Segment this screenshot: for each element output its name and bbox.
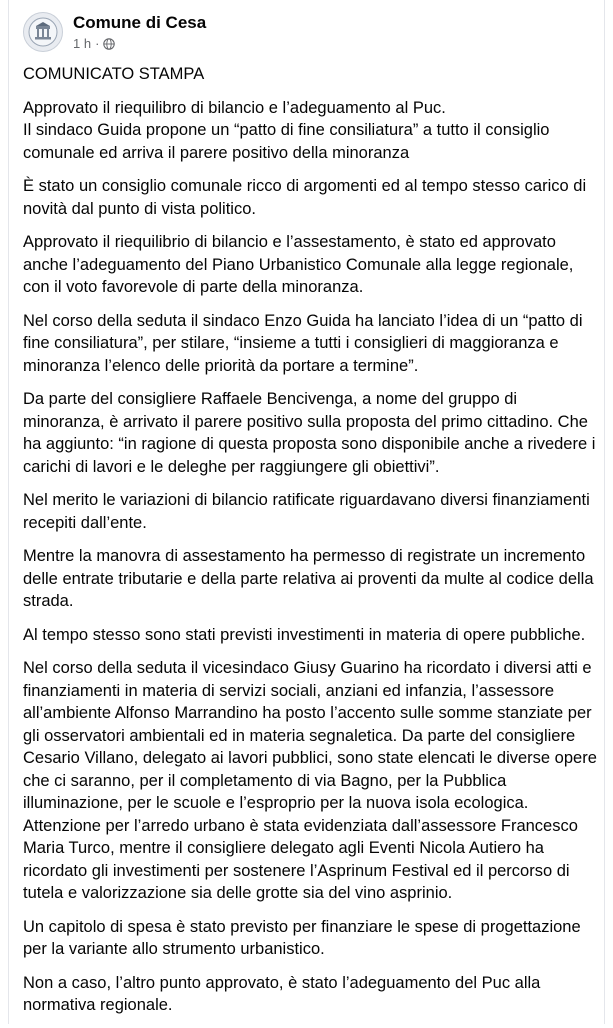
municipal-crest-icon bbox=[28, 17, 58, 47]
post-timestamp[interactable]: 1 h bbox=[73, 36, 92, 51]
post-paragraph: Approvato il riequilibrio di bilancio e l’assestamento, è stato ed approvato anche l’adeguamento del Piano Urbanistico Comunale alla legge regionale, con il voto favorevole di parte della minoranza. bbox=[23, 233, 574, 296]
page-name-link[interactable]: Comune di Cesa bbox=[73, 13, 207, 32]
post-paragraph: Nel corso della seduta il sindaco Enzo Guida ha lanciato l’idea di un “patto di fine consiliatura”, per stilare, “insieme a tutti i consiglieri di maggioranza e minoranza l’elenco delle priorità da portare a termine”. bbox=[23, 311, 583, 375]
post-paragraph: Un capitolo di spesa è stato previsto per finanziare le spese di progettazione per la variante allo strumento urbanistico. bbox=[23, 917, 581, 958]
post-paragraph: Nel merito le variazioni di bilancio ratificate riguardavano diversi finanziamenti recepiti dall’ente. bbox=[23, 491, 590, 532]
post-paragraph: Approvato il riequilibro di bilancio e l’adeguamento al Puc. Il sindaco Guida propone un “patto di fine consiliatura” a tutto il consiglio comunale ed arriva il parere positivo della minoranza bbox=[23, 98, 550, 162]
post-text bbox=[23, 63, 598, 1028]
globe-icon[interactable] bbox=[103, 38, 115, 50]
post-paragraph: Mentre la manovra di assestamento ha permesso di registrate un incremento delle entrate tributarie e della parte relativa ai proventi da multe al codice della strada. bbox=[23, 547, 594, 610]
post-header bbox=[23, 8, 206, 56]
avatar[interactable] bbox=[23, 12, 63, 52]
post-paragraph: Al tempo stesso sono stati previsti investimenti in materia di opere pubbliche. bbox=[23, 625, 586, 644]
post-meta bbox=[73, 12, 206, 52]
post-paragraph: È stato un consiglio comunale ricco di argomenti ed al tempo stesso carico di novità dal punto di vista politico. bbox=[23, 177, 587, 218]
post-heading: COMUNICATO STAMPA bbox=[23, 65, 205, 83]
post-paragraph: Da parte del consigliere Raffaele Bencivenga, a nome del gruppo di minoranza, è arrivato il parere positivo sulla proposta del primo cittadino. Che ha aggiunto: “in ragione di questa proposta sono disponibile anche a rivedere i carichi di lavori e le deleghe per raggiungere gli obiettivi”. bbox=[23, 390, 596, 476]
post-paragraph: Nel corso della seduta il vicesindaco Giusy Guarino ha ricordato i diversi atti e finanziamenti in materia di servizi sociali, anziani ed infanzia, l’assessore all’ambiente Alfonso Marrandino ha posto l’accento sulle somme stanziate per gli osservatori ambientali ed in materia segnaletica. Da parte del consigliere Cesario Villano, delegato ai lavori pubblici, sono state elencati le diverse opere che ci saranno, per il completamento di via Bagno, per la Pubblica illuminazione, per le scuole e l’esproprio per la nuova isola ecologica. Attenzione per l’arredo urbano è stata evidenziata dall’assessore Francesco Maria Turco, mentre il consigliere delegato agli Eventi Nicola Autiero ha ricordato gli investimenti per sostenere l’Asprinum Festival ed il percorso di tutela e valorizzazione sia delle grotte sia del vino asprinio. bbox=[23, 659, 597, 902]
post-card bbox=[8, 0, 605, 1024]
meta-separator: · bbox=[95, 36, 100, 51]
post-paragraph: Non a caso, l’altro punto approvato, è stato l’adeguamento del Puc alla normativa regionale. bbox=[23, 973, 541, 1014]
post-subline bbox=[73, 35, 206, 52]
